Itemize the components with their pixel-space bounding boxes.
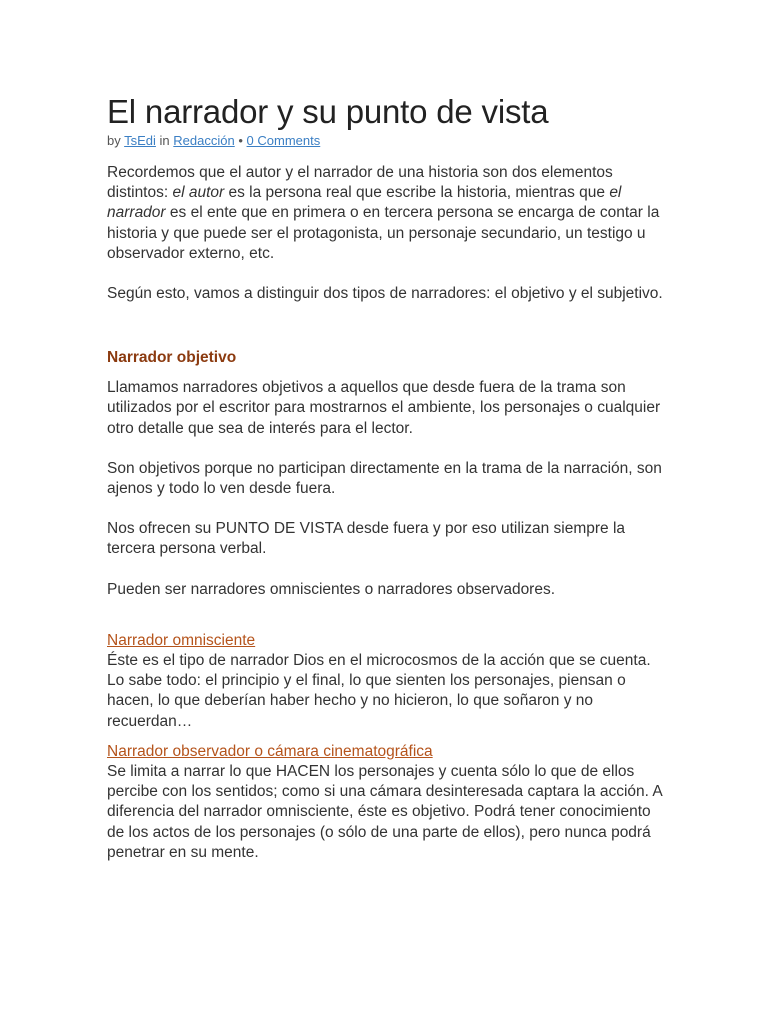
subsection-text-omnisciente: Éste es el tipo de narrador Dios en el microcosmos de la acción que se cuenta. Lo sabe todo: el principio y el final, lo que sienten los personajes, piensan o hacen, lo que deberían haber hecho y no hicieron, lo que soñaron y no recuerdan…: [107, 652, 651, 730]
intro-paragraph-2: Según esto, vamos a distinguir dos tipos de narradores: el objetivo y el subjetivo.: [107, 285, 663, 303]
intro-em-autor: el autor: [172, 184, 225, 202]
section-paragraph: Pueden ser narradores omniscientes o narradores observadores.: [107, 580, 556, 598]
category-link[interactable]: Redacción: [173, 133, 235, 148]
section-paragraph: Llamamos narradores objetivos a aquellos que desde fuera de la trama son utilizados por el escritor para mostrarnos el ambiente, los personajes o cualquier otro detalle que sea de interés para el lector.: [107, 379, 661, 437]
subsection-text-observador: Se limita a narrar lo que HACEN los personajes y cuenta sólo lo que de ellos percibe con los sentidos; como si una cámara desinteresada captara la acción. A diferencia del narrador omnisciente, éste es objetivo. Podrá tener conocimiento de los actos de los personajes (o sólo de una parte de ellos), pero nunca podrá penetrar en su mente.: [107, 763, 662, 861]
section-paragraph: Son objetivos porque no participan directamente en la trama de la narración, son ajenos y todo lo ven desde fuera.: [107, 459, 662, 498]
article-meta: [107, 133, 667, 149]
intro-paragraph: [107, 163, 667, 264]
intro-em-narrador: el narrador: [107, 184, 622, 222]
article: [107, 92, 667, 863]
intro-text-1: Recordemos que el autor y el narrador de una historia son dos elementos distintos:: [107, 164, 613, 202]
subsection-link-observador[interactable]: Narrador observador o cámara cinematográfica: [107, 742, 433, 760]
meta-in: in: [159, 133, 170, 148]
subsection-link-omnisciente[interactable]: Narrador omnisciente: [107, 631, 256, 649]
section-heading: Narrador objetivo: [107, 349, 237, 367]
meta-separator: •: [238, 133, 243, 148]
intro-text-3: es el ente que en primera o en tercera persona se encarga de contar la historia y que puede ser el protagonista, un personaje secundario, un testigo u observador externo, etc.: [107, 204, 660, 262]
article-title: El narrador y su punto de vista: [107, 93, 549, 130]
author-link[interactable]: TsEdi: [124, 133, 156, 148]
comments-link[interactable]: 0 Comments: [246, 133, 321, 148]
intro-text-2: es la persona real que escribe la historia, mientras que: [224, 184, 610, 202]
meta-by: by: [107, 133, 121, 148]
section-paragraph: Nos ofrecen su PUNTO DE VISTA desde fuera y por eso utilizan siempre la tercera persona verbal.: [107, 520, 626, 558]
